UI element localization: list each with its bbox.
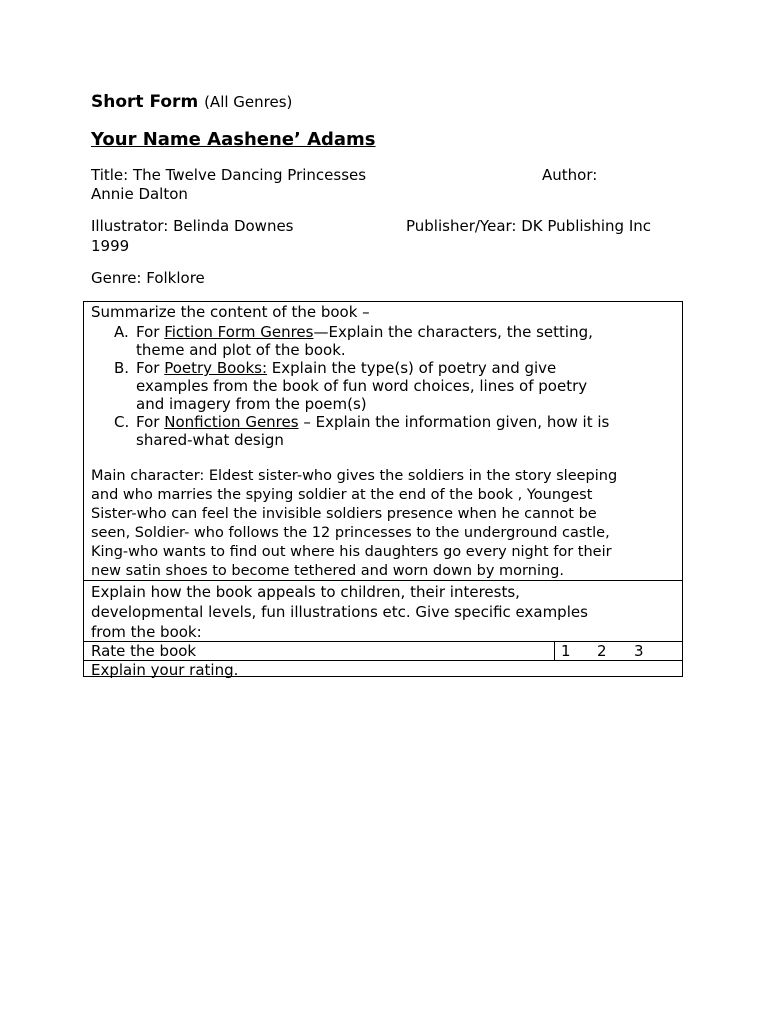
- rate-label: Rate the book: [91, 642, 197, 660]
- item-c-line2: shared-what design: [136, 431, 284, 449]
- main-character-line: and who marries the spying soldier at the end of the book , Youngest: [91, 487, 593, 503]
- illustrator: Illustrator: Belinda Downes: [91, 217, 294, 235]
- item-b-line2: examples from the book of fun word choices, lines of poetry: [136, 377, 588, 395]
- item-b-line3: and imagery from the poem(s): [136, 395, 367, 413]
- rating-option-1[interactable]: 1: [561, 642, 571, 660]
- item-a-prefix: For: [136, 323, 165, 341]
- nonfiction-genres-link: Nonfiction Genres: [164, 413, 299, 431]
- rating-option-2[interactable]: 2: [597, 642, 607, 660]
- poetry-books-link: Poetry Books:: [164, 359, 268, 377]
- rating-option-3[interactable]: 3: [634, 642, 644, 660]
- row-divider: [84, 580, 682, 581]
- publish-year: 1999: [91, 237, 130, 255]
- genre: Genre: Folklore: [91, 269, 205, 287]
- appeal-line: from the book:: [91, 623, 202, 641]
- rating-column-divider: [554, 641, 555, 660]
- item-a-marker: A.: [114, 323, 129, 341]
- main-character-line: seen, Soldier- who follows the 12 princesses to the underground castle,: [91, 525, 610, 541]
- item-b-rest: Explain the type(s) of poetry and give: [267, 359, 557, 377]
- fiction-genres-link: Fiction Form Genres: [164, 323, 314, 341]
- main-character-line: King-who wants to find out where his daughters go every night for their: [91, 544, 612, 560]
- book-title: Title: The Twelve Dancing Princesses: [91, 166, 367, 184]
- main-character-line: Sister-who can feel the invisible soldiers presence when he cannot be: [91, 506, 597, 522]
- item-b-marker: B.: [114, 359, 130, 377]
- item-b-prefix: For: [136, 359, 165, 377]
- item-c-prefix: For: [136, 413, 165, 431]
- item-c-line1: [136, 413, 609, 431]
- student-name: Your Name Aashene’ Adams: [91, 129, 376, 150]
- main-character-line: new satin shoes to become tethered and worn down by morning.: [91, 563, 564, 579]
- author-name: Annie Dalton: [91, 185, 188, 203]
- summary-heading: Summarize the content of the book –: [91, 303, 370, 321]
- publisher: Publisher/Year: DK Publishing Inc: [406, 217, 651, 235]
- item-c-marker: C.: [114, 413, 130, 431]
- item-a-rest: —Explain the characters, the setting,: [313, 323, 593, 341]
- form-table: [83, 301, 683, 677]
- form-title: [91, 92, 292, 112]
- appeal-line: Explain how the book appeals to children, their interests,: [91, 583, 520, 601]
- item-a-line2: theme and plot of the book.: [136, 341, 346, 359]
- form-title-main: Short Form: [91, 92, 199, 112]
- author-label: Author:: [542, 166, 598, 184]
- explain-rating-label: Explain your rating.: [91, 661, 239, 679]
- item-c-rest: – Explain the information given, how it is: [298, 413, 610, 431]
- form-title-sub: (All Genres): [204, 93, 293, 111]
- item-b-line1: [136, 359, 556, 377]
- appeal-line: developmental levels, fun illustrations etc. Give specific examples: [91, 603, 588, 621]
- item-a-line1: [136, 323, 593, 341]
- main-character-line: Main character: Eldest sister-who gives the soldiers in the story sleeping: [91, 468, 618, 484]
